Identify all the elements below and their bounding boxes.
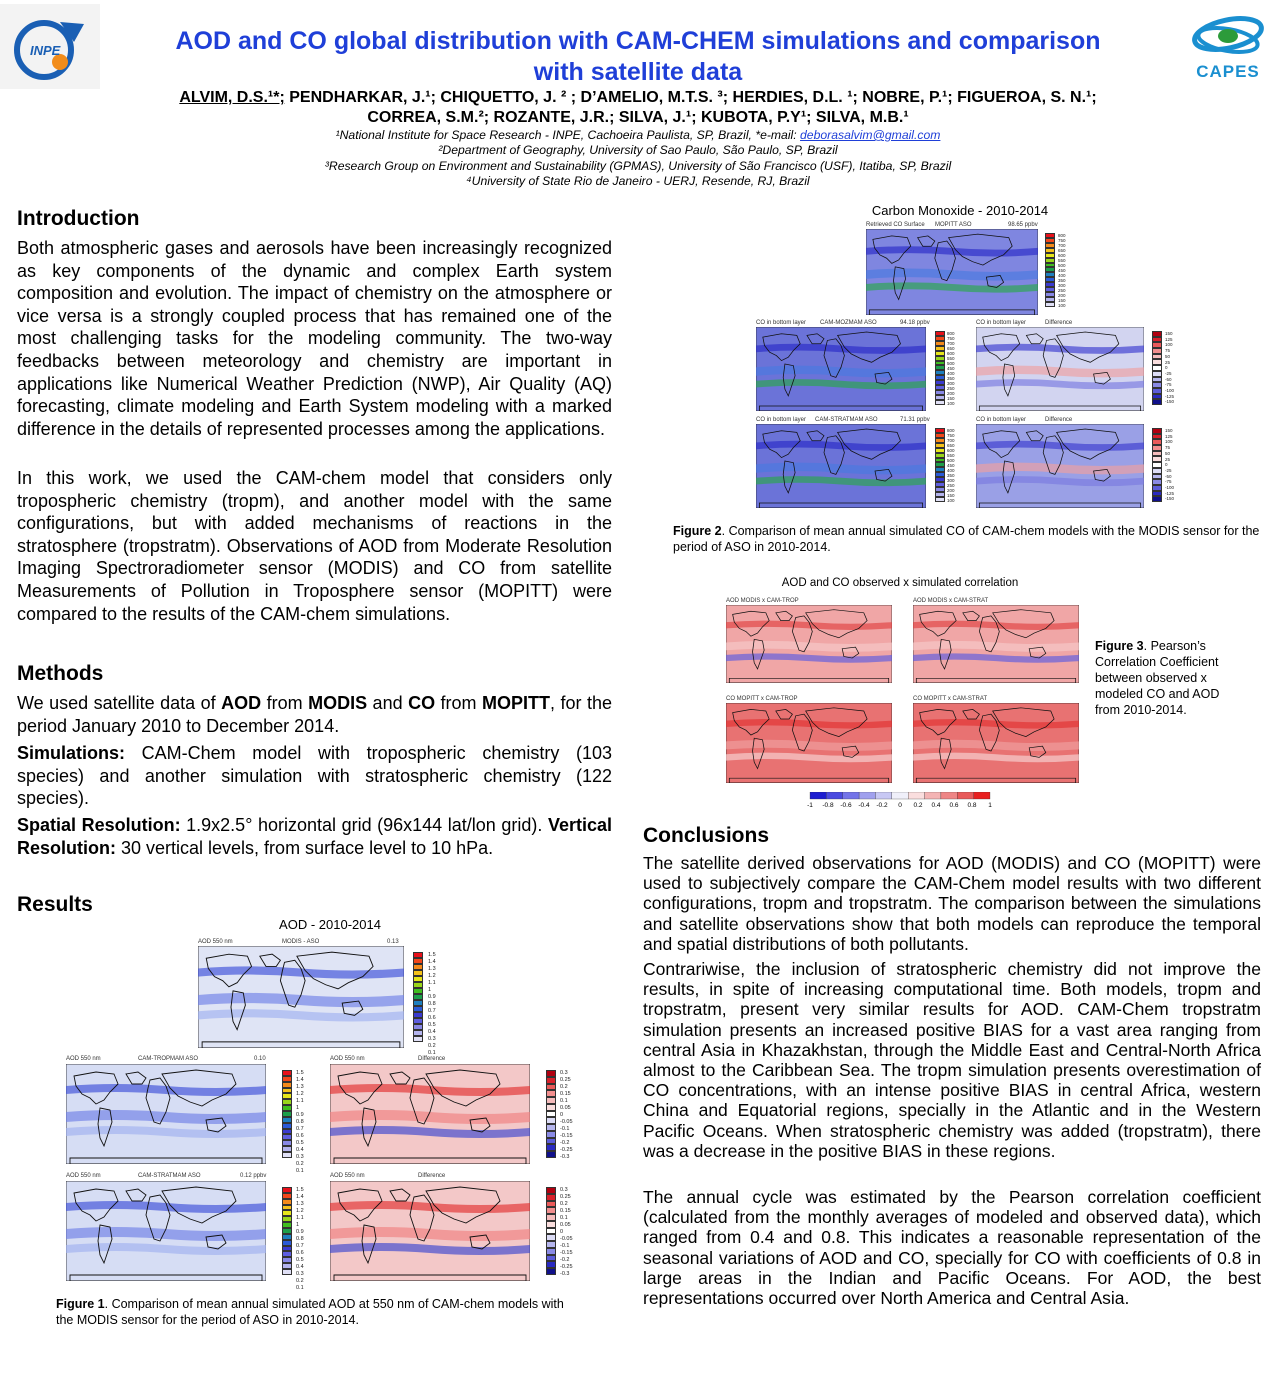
title-line-1: AOD and CO global distribution with CAM-CHEM simulations and comparison [175,27,1101,55]
conclusions-paragraph-2: Contrariwise, the inclusion of stratospheric chemistry did not improve the results, in spite of increasing computational time. Both models, tropm and tropstratm, present very similar results for AOD. CAM-Chem tropstratm simulation presents an increased positive BIAS for a vast area ranging from central Asia in Khazakhstan, through the Middle East and Central-North Africa almost to the Caribbean Sea. The tropm simulation presents overestimation of CO concentrations, with an intense positive BIAS in central Africa, western China and Equatorial regions, specially in the Atlantic and in the Western Pacific Oceans. When stratospheric chemistry was added (tropstratm), there was a decrease in the positive BIAS in these regions. [643,959,1261,1161]
figure-1-map-stratmam [66,1181,266,1281]
colorbar-tick-label: 0.2 [913,802,923,809]
authors [110,88,1166,128]
affiliations [110,128,1166,190]
title-line-2: with satellite data [533,58,743,86]
map-canvas [976,327,1144,411]
map-canvas [330,1064,530,1164]
figure-2-colorbar-c [1152,331,1162,405]
figure-3-title: AOD and CO observed x simulated correlation [781,577,1019,589]
figure-1-colorbar-a [282,1070,292,1158]
introduction-paragraph-2: In this work, we used the CAM-chem model that considers only tropospheric chemistry (tropm), and another model with the same configurations, but with added mechanisms of reactions in the stratosphere (tropstratm). Observations of AOD from Moderate Resolution Imaging Spectroradiometer sensor (MODIS) and CO from satellite Measurements of Pollution in Troposphere sensor (MOPITT) were compared to the results of the CAM-chem simulations. [17,468,612,624]
map-canvas [866,229,1038,315]
colorbar-segment [810,792,826,799]
colorbar-segment [826,792,842,799]
figure-3-map-aod-trop [726,605,892,683]
figure-3-map-co-strat [913,703,1079,783]
methods-heading: Methods [17,662,104,685]
map-canvas [198,946,404,1048]
colorbar-tick-label: 0 [898,802,902,809]
figure-2-caption: Figure 2. Comparison of mean annual simulated CO of CAM-chem models with the MODIS sensor for the period of ASO in 2010-2014. [673,524,1260,554]
email-link[interactable]: deborasalvim@gmail.com [800,128,941,142]
capes-logo-text: CAPES [1196,62,1260,81]
inpe-logo [0,4,100,89]
colorbar-tick-label: 0.8 [967,802,977,809]
colorbar-segment [875,792,891,799]
colorbar-tick-label: -0.4 [858,802,870,809]
map-canvas [913,605,1079,683]
introduction-heading: Introduction [17,207,140,230]
figure-2-map-stratmam [756,424,926,508]
figure-2-colorbar-top [1045,233,1055,307]
capes-logo [1180,8,1276,84]
colorbar-tick-label: 0.4 [931,802,941,809]
figure-3-map-aod-strat [913,605,1079,683]
affiliation-3: ³Research Group on Environment and Sustainability (GPMAS), University of São Francisco (USF), Itatiba, SP, Brazil [324,158,952,173]
methods-paragraph-1: We used satellite data of AOD from MODIS and CO from MOPITT, for the period January 2010 to December 2014. [17,693,612,736]
figure-1-colorbar-d [546,1187,556,1275]
figure-3-map-co-trop [726,703,892,783]
results-heading: Results [17,893,93,916]
methods-paragraph-2: Simulations: CAM-Chem model with tropospheric chemistry (103 species) and another simulation with stratospheric chemistry (122 species). [17,743,612,809]
map-canvas [913,703,1079,783]
conclusions-heading: Conclusions [643,824,770,847]
colorbar-tick-label: -0.8 [822,802,834,809]
figure-2-colorbar-d [1152,428,1162,502]
colorbar-segment [908,792,924,799]
colorbar-tick-label: 1 [988,802,992,809]
poster-title [110,26,1166,88]
figure-2-map-diff-b [976,424,1144,508]
map-canvas [66,1181,266,1281]
conclusions-paragraph-1: The satellite derived observations for AOD (MODIS) and CO (MOPITT) were used to subjectively compare the CAM-Chem model results with two different configurations, tropm and tropstratm. The comparison between the simulations and satellite observations show that both models can reproduce the temporal and spatial distributions of both pollutants. [643,853,1261,954]
figure-2-title: Carbon Monoxide - 2010-2014 [871,203,1049,218]
figure-1-title: AOD - 2010-2014 [279,917,381,932]
inpe-logo-text: INPE [30,43,61,58]
colorbar-segment [957,792,973,799]
map-canvas [66,1064,266,1164]
affiliation-4: ⁴University of State Rio de Janeiro - UERJ, Resende, RJ, Brazil [466,174,810,189]
figure-1-map-diff-a [330,1064,530,1164]
figure-1-colorbar-top-labels: 1.5 1.4 1.3 1.2 1.1 1 0.9 0.8 0.7 0.6 0.5 0.4 0.3 0.2 0.1 [428,952,436,1056]
affiliation-2: ²Department of Geography, University of Sao Paulo, São Paulo, SP, Brazil [438,143,838,158]
colorbar-segment [892,792,908,799]
colorbar-segment [974,792,990,799]
colorbar-tick-label: -0.6 [840,802,852,809]
conclusions-paragraph-3: The annual cycle was estimated by the Pearson correlation coefficient (calculated from the monthly averages of modeled and observed data), which ranged from 0.4 and 0.8. This indicates a reasonable representation of the seasonal variations of AOD and CO, specially for CO with coefficients of 0.8 in large areas in the Indian and Pacific Oceans. For AOD, the best representations occurred over North America and Central Asia. [643,1187,1261,1309]
colorbar-tick-label: -1 [807,802,813,809]
figure-1-colorbar-c [546,1070,556,1158]
map-canvas [726,605,892,683]
figure-2-map-mopitt [866,229,1038,315]
map-canvas [330,1181,530,1281]
figure-2-map-mozmam [756,327,926,411]
first-author: ALVIM, D.S.¹*; [179,89,285,106]
figure-1-map-modis [198,946,404,1048]
authors-line-2: CORREA, S.M.²; ROZANTE, J.R.; SILVA, J.¹; KUBOTA, P.Y¹; SILVA, M.B.¹ [367,109,909,126]
figure-2-map-diff-a [976,327,1144,411]
map-canvas [976,424,1144,508]
figure-1-caption: Figure 1. Comparison of mean annual simulated AOD at 550 nm of CAM-chem models with the MODIS sensor for the period of ASO in 2010-2014. [56,1297,564,1327]
colorbar-tick-label: -0.2 [876,802,888,809]
affiliation-1: ¹National Institute for Space Research - INPE, Cachoeira Paulista, SP, Brazil, *e-mail: [335,128,801,142]
methods-paragraph-3: Spatial Resolution: 1.9x2.5° horizontal grid (96x144 lat/lon grid). Vertical Resolution: 30 vertical levels, from surface level to 10 hPa. [17,815,612,858]
map-canvas [756,424,926,508]
authors-line-1: PENDHARKAR, J.¹; CHIQUETTO, J. ² ; D’AMELIO, M.T.S. ³; HERDIES, D.L. ¹; NOBRE, P.¹; FIGUEROA, S. N.¹; [284,89,1097,106]
colorbar-segment [859,792,875,799]
colorbar-segment [925,792,941,799]
figure-2-colorbar-a [935,331,945,405]
figure-1-map-tropmam [66,1064,266,1164]
colorbar-segment [843,792,859,799]
introduction-paragraph-1: Both atmospheric gases and aerosols have been increasingly recognized as key components of the dynamic and complex Earth system composition and evolution. The impact of chemistry on the atmosphere or vice versa is a strongly coupled process that has remained one of the most challenging tasks for the modeling community. The two-way feedbacks between meteorology and chemistry are important in applications like Numerical Weather Prediction (NWP), Air Quality (AQ) forecasting, climate modeling and Earth System modeling with a marked difference in the details of represented processes among the applications. [17,238,612,439]
figure-3-colorbar [800,792,1000,814]
figure-1-colorbar-b [282,1187,292,1275]
figure-1-map-diff-b [330,1181,530,1281]
colorbar-segment [941,792,957,799]
figure-2-colorbar-b [935,428,945,502]
map-canvas [726,703,892,783]
map-canvas [756,327,926,411]
figure-1-colorbar-top [413,952,423,1042]
colorbar-tick-label: 0.6 [949,802,959,809]
figure-3-caption: Figure 3. Pearson’s Correlation Coefficient between observed x modeled CO and AOD from 2010-2014. [1095,639,1220,717]
